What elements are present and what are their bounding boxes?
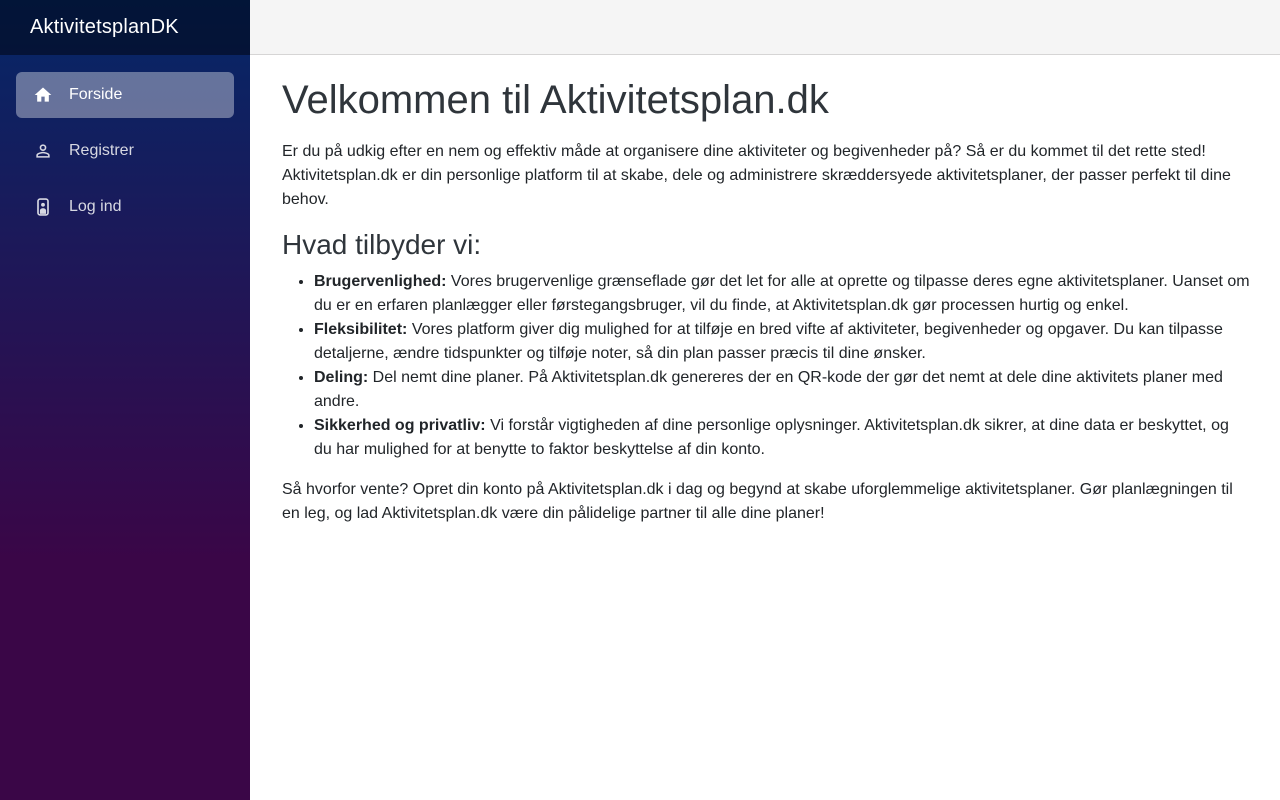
feature-text: Vores platform giver dig mulighed for at tilføje en bred vifte af aktiviteter, begivenheder og opgaver. Du kan tilpasse detaljerne, ændre tidspunkter og tilføje noter, så din plan passer præcis til dine ønsker.	[314, 320, 1223, 362]
feature-item-fleksibilitet	[314, 318, 1250, 366]
feature-item-deling	[314, 366, 1250, 414]
feature-title: Brugervenlighed:	[314, 272, 447, 290]
outro-paragraph: Så hvorfor vente? Opret din konto på Aktivitetsplan.dk i dag og begynd at skabe uforglemmelige aktivitetsplaner. Gør planlægningen til en leg, og lad Aktivitetsplan.dk være din pålidelige partner til alle dine planer!	[282, 480, 1233, 522]
main-content	[250, 55, 1280, 562]
feature-text: Del nemt dine planer. På Aktivitetsplan.dk genereres der en QR-kode der gør det nemt at dele dine aktivitets planer med andre.	[314, 368, 1223, 410]
feature-item-sikkerhed	[314, 414, 1250, 462]
intro-paragraph: Er du på udkig efter en nem og effektiv måde at organisere dine aktiviteter og begivenheder på? Så er du kommet til det rette sted! Aktivitetsplan.dk er din personlige platform til at skabe, dele og administrere skræddersyede aktivitetsplaner, der passer perfekt til dine behov.	[282, 143, 1231, 208]
app-brand[interactable]: AktivitetsplanDK	[30, 16, 179, 38]
main-area	[250, 0, 1280, 800]
feature-text: Vi forstår vigtigheden af dine personlige oplysninger. Aktivitetsplan.dk sikrer, at dine data er beskyttet, og du har mulighed for at benytte to faktor beskyttelse af din konto.	[314, 416, 1229, 458]
feature-item-brugervenlighed	[314, 270, 1250, 318]
feature-title: Sikkerhed og privatliv:	[314, 416, 486, 434]
sidebar-item-log-ind[interactable]	[16, 184, 234, 230]
features-list	[282, 270, 1250, 462]
feature-text: Vores brugervenlige grænseflade gør det let for alle at oprette og tilpasse deres egne aktivitetsplaner. Uanset om du er en erfaren planlægger eller førstegangsbruger, vil du finde, at Aktivitetsplan.dk gør processen hurtig og enkel.	[314, 272, 1250, 314]
sidebar-item-label: Registrer	[69, 142, 134, 159]
sidebar-nav	[0, 55, 250, 247]
sidebar-item-registrer[interactable]	[16, 128, 234, 174]
top-bar	[250, 0, 1280, 55]
sidebar	[0, 0, 250, 800]
page-title: Velkommen til Aktivitetsplan.dk	[282, 78, 829, 122]
feature-title: Deling:	[314, 368, 369, 386]
sidebar-item-forside[interactable]	[16, 72, 234, 118]
sidebar-item-label: Forside	[69, 86, 123, 103]
home-icon	[33, 84, 53, 106]
sidebar-header	[0, 0, 250, 55]
id-badge-icon	[33, 196, 53, 218]
section-heading: Hvad tilbyder vi:	[282, 229, 482, 260]
sidebar-item-label: Log ind	[69, 198, 122, 215]
feature-title: Fleksibilitet:	[314, 320, 408, 338]
person-icon	[33, 140, 53, 162]
